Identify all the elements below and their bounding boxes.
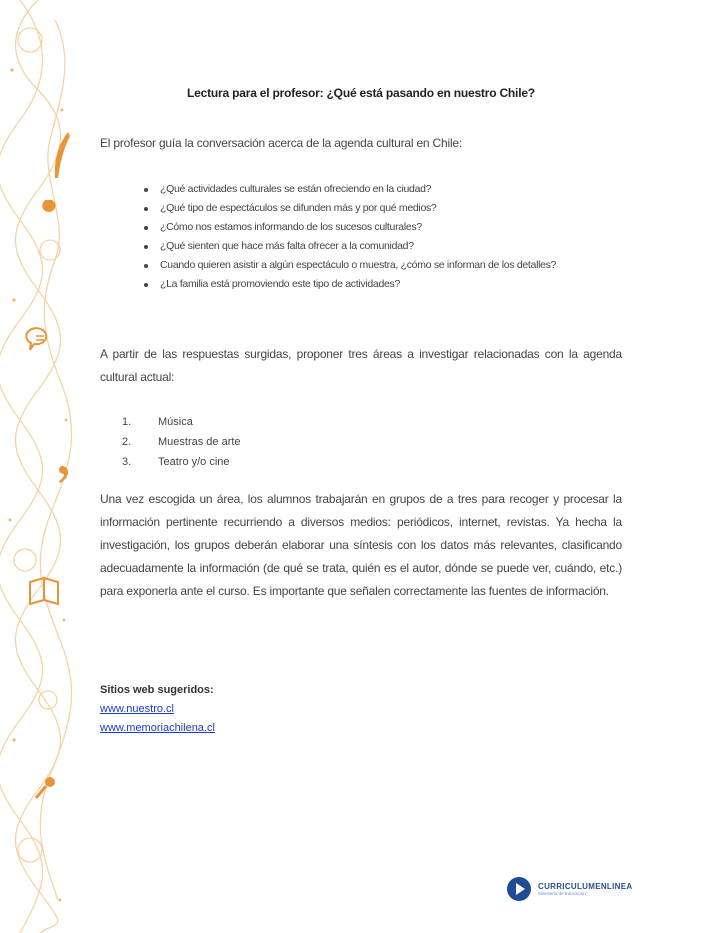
book-icon: [30, 578, 58, 604]
list-label: Muestras de arte: [158, 436, 241, 448]
logo-text: [538, 882, 632, 896]
list-item: ¿Qué tipo de espectáculos se difunden más y por qué medios?: [160, 199, 622, 218]
curriculum-logo: [506, 876, 632, 902]
comma-icon: [59, 466, 68, 483]
list-item: [122, 432, 241, 452]
list-item: [122, 452, 241, 472]
link-memoriachilena[interactable]: www.memoriachilena.cl: [100, 722, 215, 734]
paragraph-instructions: Una vez escogida un área, los alumnos trabajarán en grupos de a tres para recoger y procesar la información pertinente recurriendo a diversos medios: periódicos, internet, revistas. Ya hecha la investigación, los grupos deberán elaborar una síntesis con los datos más relevantes, clasificando adecuadamente la información (de qué se trata, quién es el autor, dónde se puede ver, cuándo, etc.) para exponerla ante el curso. Es importante que señalen correctamente las fuentes de información.: [100, 492, 622, 598]
list-number: 3.: [122, 456, 132, 468]
microphone-icon: [36, 777, 55, 798]
document-title: Lectura para el profesor: ¿Qué está pasando en nuestro Chile?: [187, 86, 535, 100]
decorative-border: [0, 0, 80, 933]
list-label: Música: [158, 416, 193, 428]
list-number: 2.: [122, 436, 132, 448]
areas-list: [100, 412, 241, 472]
list-item: Cuando quieren asistir a algún espectáculo o muestra, ¿cómo se informan de los detalles?: [160, 256, 622, 275]
list-item: [122, 412, 241, 432]
paragraph-areas-intro: A partir de las respuestas surgidas, proponer tres áreas a investigar relacionadas con la agenda cultural actual:: [100, 347, 622, 384]
logo-sub-text: Ministerio de Educación: [538, 891, 586, 896]
list-number: 1.: [122, 416, 132, 428]
question-list: [100, 180, 622, 294]
play-logo-icon: [506, 876, 532, 902]
intro-text: El profesor guía la conversación acerca de la agenda cultural en Chile:: [100, 136, 463, 150]
list-item: ¿La familia está promoviendo este tipo de actividades?: [160, 275, 622, 294]
speech-bubble-icon: [26, 328, 46, 350]
list-label: Teatro y/o cine: [158, 456, 230, 468]
sites-heading: Sitios web sugeridos:: [100, 684, 214, 696]
logo-main-text: CURRICULUMENLINEA: [538, 882, 633, 891]
list-item: ¿Cómo nos estamos informando de los sucesos culturales?: [160, 218, 622, 237]
list-item: ¿Qué sienten que hace más falta ofrecer a la comunidad?: [160, 237, 622, 256]
link-nuestro[interactable]: www.nuestro.cl: [100, 703, 174, 715]
list-item: ¿Qué actividades culturales se están ofreciendo en la ciudad?: [160, 180, 622, 199]
feather-pen-icon: [42, 132, 70, 212]
suggested-sites: [100, 681, 215, 738]
